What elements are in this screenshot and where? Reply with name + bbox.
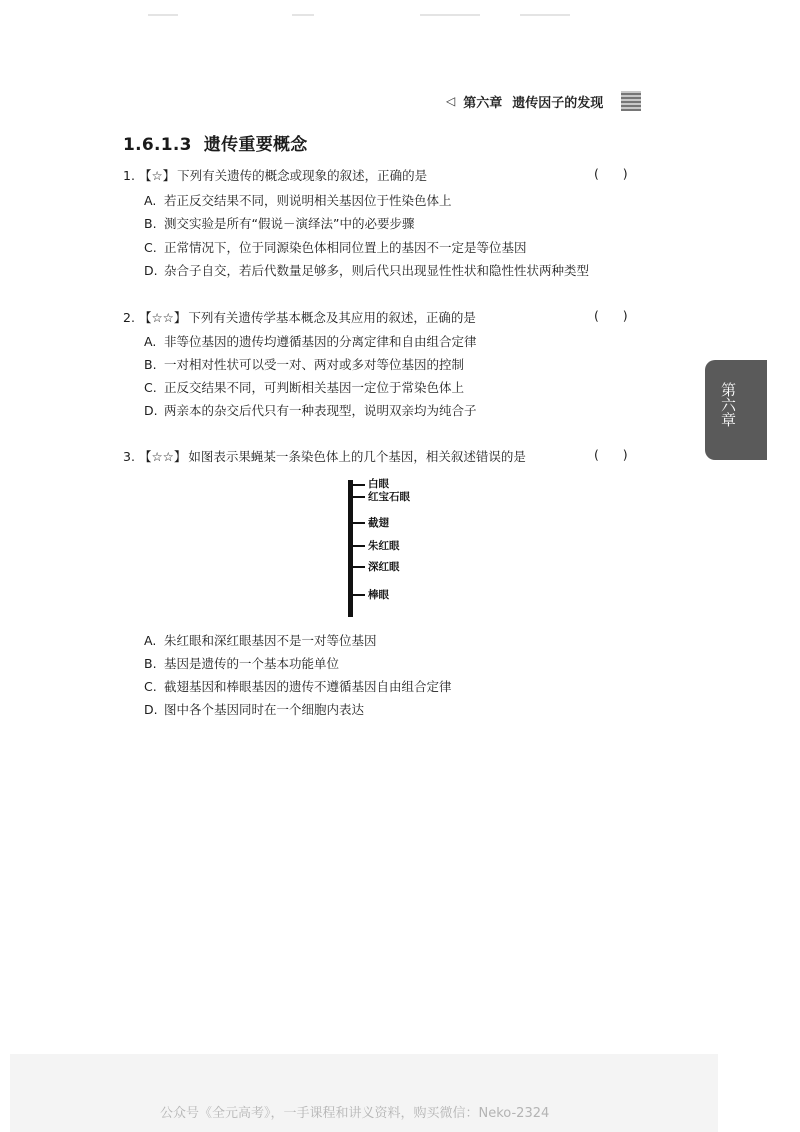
answer-blank: ( )	[594, 166, 628, 181]
question-2-stem	[123, 308, 476, 326]
difficulty-stars: 【☆☆】	[138, 310, 187, 325]
question-3-option-a	[144, 631, 377, 649]
option-text: 基因是遗传的一个基本功能单位	[164, 656, 340, 671]
option-text: 杂合子自交，若后代数量足够多，则后代只出现显性性状和隐性性状两种类型	[164, 263, 590, 278]
side-tab-label: 第六章	[719, 382, 737, 427]
option-text: 图中各个基因同时在一个细胞内表达	[164, 702, 365, 717]
chromosome-figure	[340, 476, 450, 622]
option-text: 正常情况下，位于同源染色体相同位置上的基因不一定是等位基因	[164, 240, 527, 255]
scan-artifact	[520, 14, 570, 16]
chapter-header	[446, 90, 646, 112]
gene-label: 红宝石眼	[368, 491, 410, 503]
option-letter: B.	[144, 357, 157, 372]
triangle-arrow-icon: ◁	[446, 94, 456, 108]
option-letter: D.	[144, 702, 158, 717]
gene-marker	[353, 522, 365, 524]
option-text: 若正反交结果不同，则说明相关基因位于性染色体上	[164, 193, 452, 208]
option-text: 正反交结果不同，可判断相关基因一定位于常染色体上	[164, 380, 465, 395]
option-letter: C.	[144, 380, 157, 395]
question-1-option-a	[144, 191, 452, 209]
difficulty-stars: 【☆】	[138, 168, 176, 183]
footer-watermark: 公众号《全元高考》，一手课程和讲义资料，购买微信：Neko-2324	[160, 1106, 550, 1121]
gene-marker	[353, 484, 365, 486]
question-text: 如图表示果蝇某一条染色体上的几个基因，相关叙述错误的是	[188, 449, 526, 464]
option-letter: D.	[144, 263, 158, 278]
question-1-stem	[123, 166, 427, 184]
question-2-option-d	[144, 401, 477, 419]
gene-marker	[353, 496, 365, 498]
option-letter: B.	[144, 656, 157, 671]
question-2-option-c	[144, 378, 464, 396]
section-title-text: 遗传重要概念	[203, 135, 308, 155]
option-text: 非等位基因的遗传均遵循基因的分离定律和自由组合定律	[164, 334, 477, 349]
question-text: 下列有关遗传学基本概念及其应用的叙述，正确的是	[188, 310, 476, 325]
gene-marker	[353, 594, 365, 596]
chapter-title: 遗传因子的发现	[512, 95, 604, 111]
question-3-option-d	[144, 700, 364, 718]
question-2-option-a	[144, 332, 477, 350]
gene-marker	[353, 566, 365, 568]
option-letter: C.	[144, 240, 157, 255]
gene-label: 深红眼	[368, 561, 400, 573]
scan-artifact	[292, 14, 314, 16]
option-letter: B.	[144, 216, 157, 231]
section-number: 1.6.1.3	[123, 135, 192, 155]
qr-code-icon	[621, 91, 641, 111]
question-number: 2.	[123, 310, 135, 325]
answer-blank: ( )	[594, 308, 628, 323]
question-text: 下列有关遗传的概念或现象的叙述，正确的是	[177, 168, 428, 183]
question-3-stem	[123, 447, 526, 465]
option-text: 两亲本的杂交后代只有一种表现型，说明双亲均为纯合子	[164, 403, 477, 418]
option-letter: A.	[144, 633, 157, 648]
gene-marker	[353, 545, 365, 547]
chromosome-bar	[348, 480, 353, 617]
option-text: 朱红眼和深红眼基因不是一对等位基因	[164, 633, 377, 648]
scan-artifact	[148, 14, 178, 16]
question-number: 1.	[123, 168, 135, 183]
option-text: 一对相对性状可以受一对、两对或多对等位基因的控制	[164, 357, 465, 372]
difficulty-stars: 【☆☆】	[138, 449, 187, 464]
scan-artifact	[420, 14, 480, 16]
option-letter: C.	[144, 679, 157, 694]
question-1-option-d	[144, 261, 589, 279]
gene-label: 截翅	[368, 517, 389, 529]
question-2-option-b	[144, 355, 464, 373]
answer-blank: ( )	[594, 447, 628, 462]
option-text: 截翅基因和棒眼基因的遗传不遵循基因自由组合定律	[164, 679, 452, 694]
question-1-option-c	[144, 238, 527, 256]
chapter-number: 第六章	[463, 95, 503, 111]
section-title	[123, 130, 308, 155]
option-text: 测交实验是所有“假说－演绎法”中的必要步骤	[164, 216, 415, 231]
gene-label: 棒眼	[368, 589, 389, 601]
question-3-option-c	[144, 677, 452, 695]
option-letter: A.	[144, 193, 157, 208]
option-letter: D.	[144, 403, 158, 418]
option-letter: A.	[144, 334, 157, 349]
question-3-option-b	[144, 654, 339, 672]
question-1-option-b	[144, 214, 414, 232]
question-number: 3.	[123, 449, 135, 464]
gene-label: 白眼	[368, 478, 389, 490]
chapter-side-tab	[705, 360, 767, 460]
gene-label: 朱红眼	[368, 540, 400, 552]
